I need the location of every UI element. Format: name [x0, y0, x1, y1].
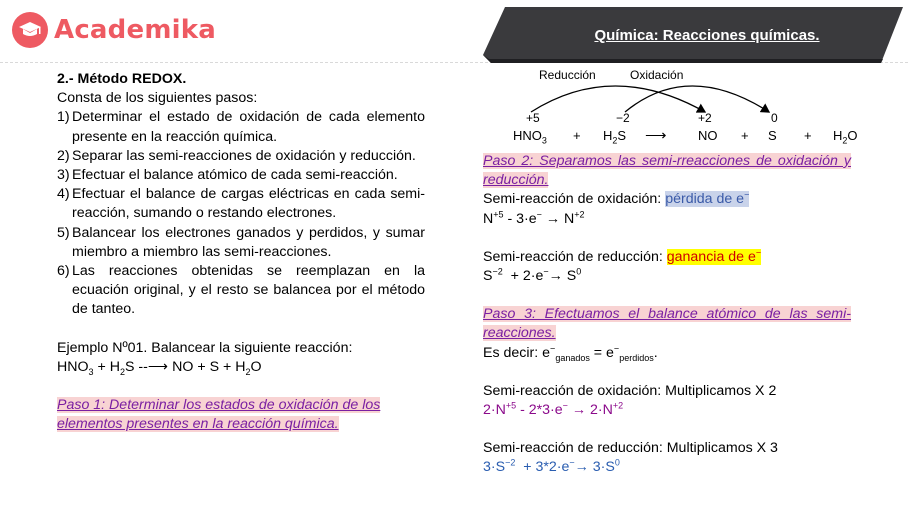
paso-3: Paso 3: Efectuamos el balance atómico de las semi-reacciones.: [483, 306, 851, 342]
list-item: 1) Determinar el estado de oxidación de cada elemento presente en la reacción química.: [57, 109, 425, 145]
left-column: [57, 70, 425, 434]
paso-2: Paso 2: Separamos las semi-rreacciones de oxidación y reducción.: [483, 153, 851, 189]
paso-1: Paso 1: Determinar los estados de oxidación de los elementos presentes en la reacción química.: [57, 397, 381, 433]
right-column: [483, 152, 851, 478]
redox-diagram: [483, 66, 903, 146]
oxidation-state-n-product: +2: [698, 111, 712, 125]
reduction-label: Reducción: [539, 68, 596, 82]
oxidation-multiplied-equation: $2\cdot N^{+5} - 2*3\cdot e^- \to 2\cdot N^{+2}$: [483, 400, 624, 419]
brand-logo: [12, 12, 216, 48]
list-item: 6) Las reacciones obtenidas se reemplazan en la ecuación original, y el resto se balancea por el método de tanteo.: [57, 263, 425, 318]
plus-sign: +: [741, 128, 749, 143]
oxidation-half-reaction: $N^{+5} - 3\cdot e^- \to N^{+2}$: [483, 208, 585, 227]
list-item: 3) Efectuar el balance atómico de cada semi-reacción.: [57, 167, 398, 184]
banner-title: Química: Reacciones químicas.: [594, 26, 820, 44]
graduation-cap-icon: [12, 12, 48, 48]
electron-balance: Es decir: $e^-_{ganados} = e^-_{perdidos}$.: [483, 342, 658, 363]
oxidation-state-s-product: 0: [771, 111, 778, 125]
example-equation: $HNO_3 + H_2S$ --⟶ NO + $S + H_2O$: [57, 358, 262, 377]
product-h2o: $H_2O$: [833, 128, 858, 146]
reaction-arrow: ⟶: [645, 127, 667, 144]
reduction-half-reaction: $S^{-2} + 2\cdot e^-\to S^0$: [483, 266, 582, 285]
reduction-multiply: Semi-reacción de reducción: Multiplicamos X 3: [483, 440, 778, 457]
plus-sign: +: [573, 128, 581, 143]
reduction-line: Semi-reacción de reducción: ganancia de e−: [483, 247, 762, 265]
steps-list: [57, 108, 425, 319]
intro-text: Consta de los siguientes pasos:: [57, 90, 258, 107]
reactant-h2s: $H_2S$: [603, 128, 627, 146]
reactant-hno3: $HNO_3$: [513, 128, 547, 146]
oxidation-multiply: Semi-reacción de oxidación: Multiplicamos X 2: [483, 382, 777, 399]
oxidation-label: Oxidación: [630, 68, 684, 82]
topic-banner: [483, 7, 903, 59]
oxidation-state-s: −2: [616, 111, 630, 125]
brand-name: Academika: [54, 15, 216, 45]
product-s: S: [768, 128, 777, 143]
oxidation-line: Semi-reacción de oxidación: pérdida de e−: [483, 189, 750, 208]
list-item: 2) Separar las semi-reacciones de oxidación y reducción.: [57, 147, 416, 164]
list-item: 4) Efectuar el balance de cargas eléctricas en cada semi-reacción, sumando o restando electrones.: [57, 186, 425, 222]
plus-sign: +: [804, 128, 812, 143]
section-heading: 2.- Método REDOX.: [57, 71, 187, 87]
example-text: Ejemplo Nº01. Balancear la siguiente reacción:: [57, 339, 353, 356]
reduction-multiplied-equation: $3\cdot S^{-2} + 3*2\cdot e^-\to 3\cdot S^0$: [483, 457, 620, 476]
list-item: 5) Balancear los electrones ganados y perdidos, y sumar miembro a miembro las semi-reacciones.: [57, 224, 425, 260]
product-no: NO: [698, 128, 718, 143]
oxidation-state-n: +5: [526, 111, 540, 125]
